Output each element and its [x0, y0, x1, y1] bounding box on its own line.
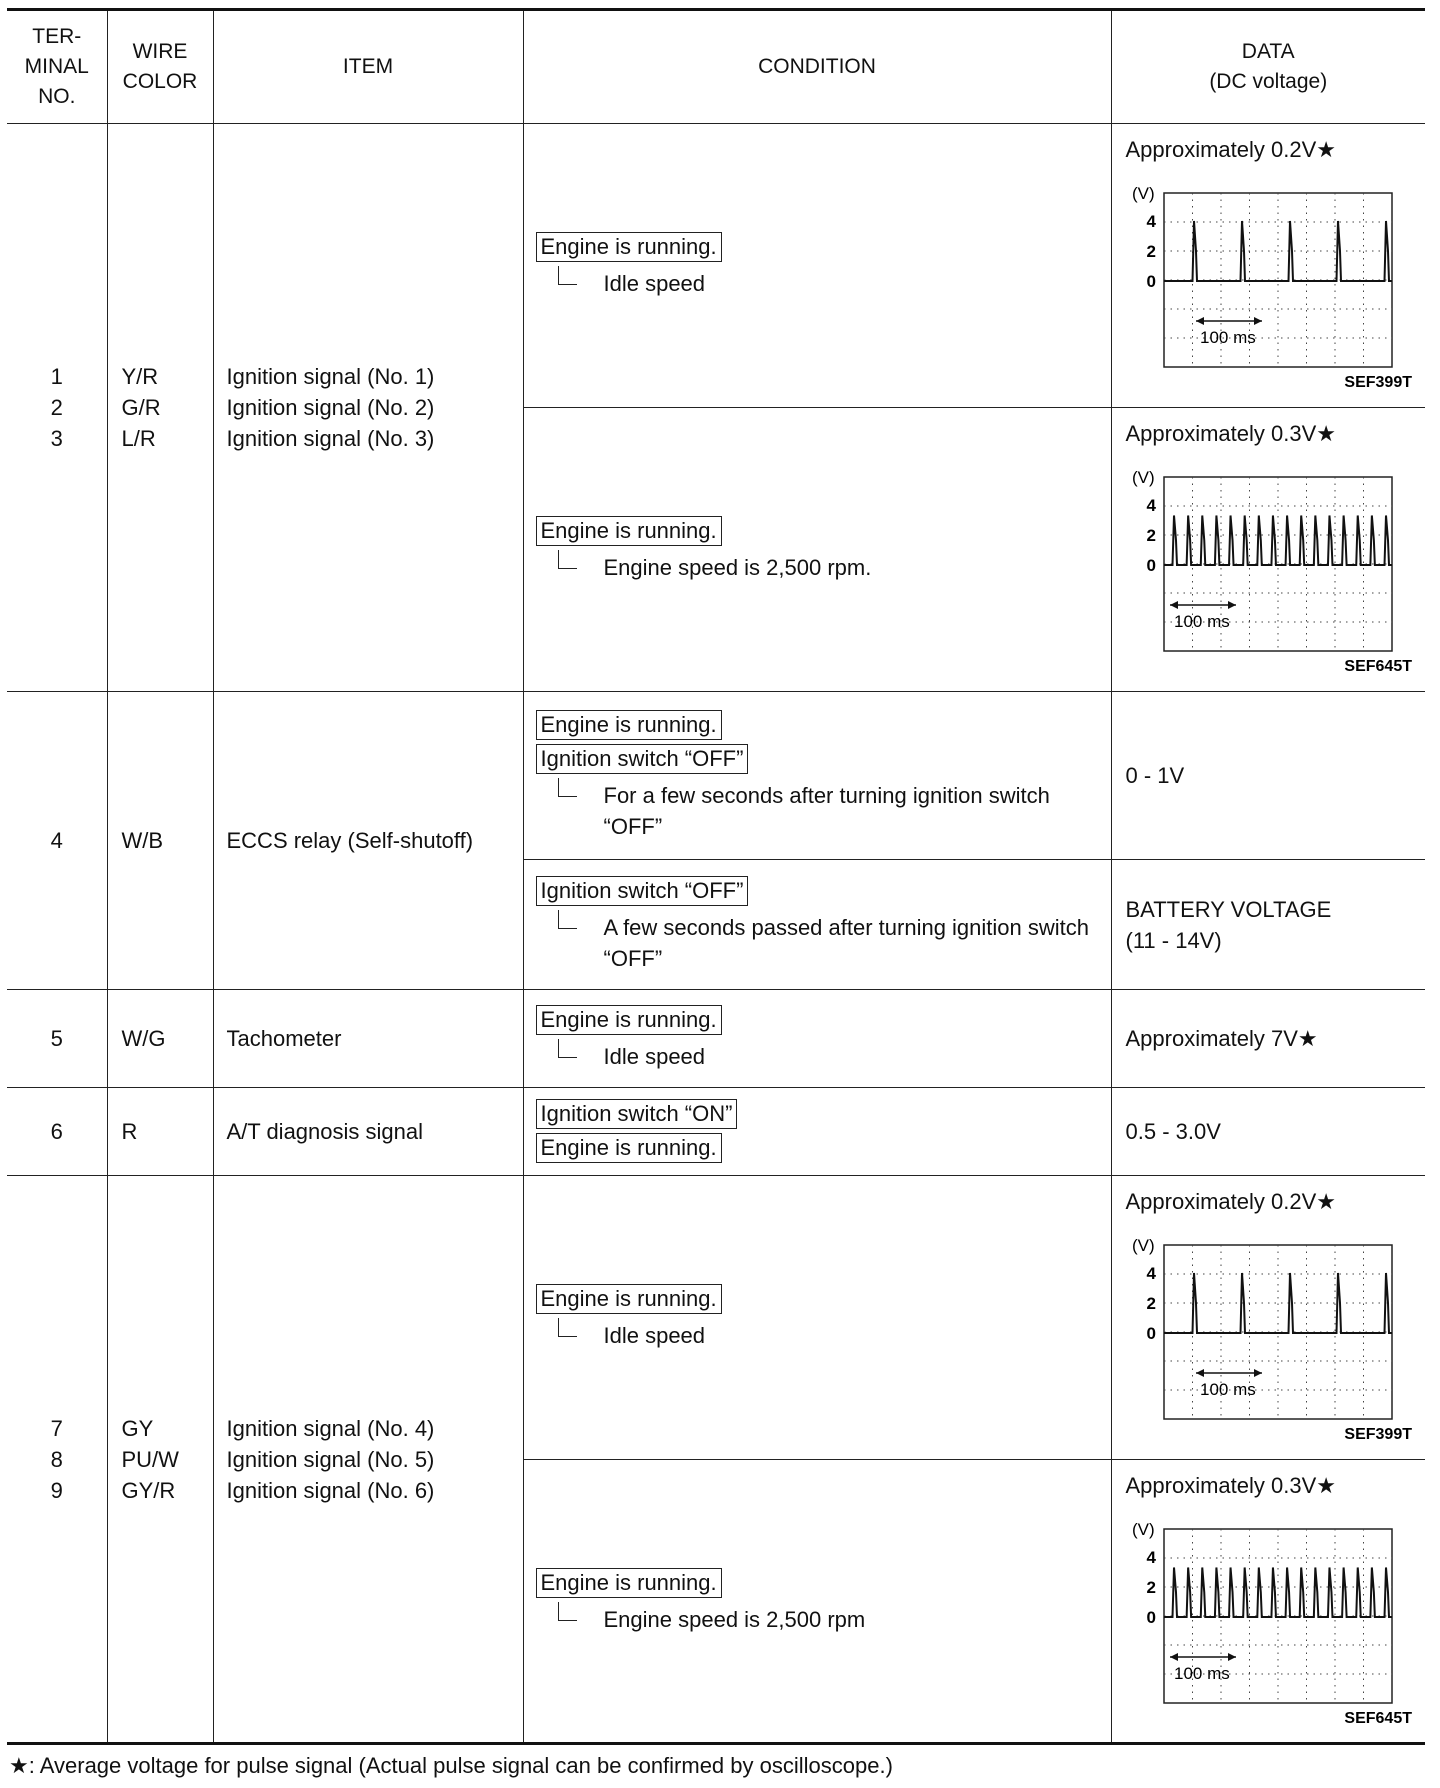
- terminal-number: 9: [50, 1477, 63, 1503]
- table-row: [7, 124, 1425, 408]
- y-axis-label: (V): [1131, 468, 1155, 487]
- condition-box: Engine is running.: [536, 1133, 722, 1163]
- header-terminal-line: TER-: [32, 25, 82, 48]
- condition-box: Ignition switch “ON”: [536, 1099, 738, 1129]
- y-tick-label: 0: [1146, 1608, 1156, 1627]
- condition-cell: [523, 124, 1111, 408]
- terminal-table-sheet: [7, 8, 1425, 1745]
- condition-box: Engine is running.: [536, 1005, 722, 1035]
- data-value: Approximately 0.2V★: [1125, 137, 1336, 162]
- header-terminal-line: NO.: [38, 85, 76, 108]
- condition-sub: Engine speed is 2,500 rpm: [536, 1604, 1101, 1635]
- y-tick-label: 0: [1146, 1324, 1156, 1343]
- item-cell: [213, 124, 523, 692]
- item-cell: A/T diagnosis signal: [213, 1088, 523, 1176]
- waveform-chart: [1126, 457, 1416, 677]
- y-axis-label: (V): [1131, 184, 1155, 203]
- data-value: Approximately 0.3V★: [1125, 1473, 1336, 1498]
- condition-box: Engine is running.: [536, 710, 722, 740]
- time-scale-label: 100 ms: [1173, 1664, 1230, 1683]
- condition-cell: [523, 692, 1111, 860]
- y-tick-label: 2: [1146, 1294, 1156, 1313]
- condition-box: Ignition switch “OFF”: [536, 744, 749, 774]
- ecm-terminal-table: [7, 8, 1425, 1745]
- terminal-number: 7: [50, 1415, 63, 1441]
- item-cell: [213, 1176, 523, 1744]
- header-wire-line: WIRE: [132, 40, 188, 63]
- wire-color: PU/W: [121, 1446, 179, 1472]
- condition-sub: Idle speed: [536, 268, 1101, 299]
- data-value: Approximately 0.3V★: [1125, 421, 1336, 446]
- y-tick-label: 2: [1146, 1578, 1156, 1597]
- header-terminal: [7, 10, 107, 124]
- condition-cell: [523, 990, 1111, 1088]
- y-tick-label: 0: [1146, 556, 1156, 575]
- header-wire: [107, 10, 213, 124]
- data-cell: 0 - 1V: [1111, 692, 1425, 860]
- wire-color: GY/R: [121, 1477, 176, 1503]
- wire-cell: W/G: [107, 990, 213, 1088]
- condition-sub: Idle speed: [536, 1041, 1101, 1072]
- y-axis-label: (V): [1131, 1236, 1155, 1255]
- data-cell: [1111, 860, 1425, 990]
- data-cell: Approximately 7V★: [1111, 990, 1425, 1088]
- condition-cell: [523, 1460, 1111, 1744]
- data-cell: [1111, 1460, 1425, 1744]
- y-tick-label: 4: [1146, 1548, 1156, 1567]
- time-scale-label: 100 ms: [1199, 1380, 1256, 1399]
- table-row: [7, 1176, 1425, 1460]
- data-cell: 0.5 - 3.0V: [1111, 1088, 1425, 1176]
- y-tick-label: 2: [1146, 242, 1156, 261]
- header-wire-line: COLOR: [122, 70, 198, 93]
- condition-box: Engine is running.: [536, 1284, 722, 1314]
- time-scale-label: 100 ms: [1173, 612, 1230, 631]
- condition-sub: Engine speed is 2,500 rpm.: [536, 552, 1101, 583]
- data-cell: [1111, 408, 1425, 692]
- wire-color: L/R: [121, 426, 156, 451]
- condition-box: Ignition switch “OFF”: [536, 876, 749, 906]
- waveform-chart: [1126, 1509, 1416, 1729]
- wire-color: GY: [121, 1415, 154, 1441]
- figure-code: SEF645T: [1343, 1710, 1412, 1727]
- condition-cell: [523, 1088, 1111, 1176]
- terminal-number: 2: [50, 395, 63, 420]
- condition-cell: [523, 408, 1111, 692]
- wire-color: Y/R: [121, 364, 159, 389]
- data-cell: [1111, 1176, 1425, 1460]
- time-scale-label: 100 ms: [1199, 328, 1256, 347]
- terminal-number: 3: [50, 426, 63, 451]
- data-value-line: (11 - 14V): [1125, 927, 1222, 953]
- condition-sub: A few seconds passed after turning ignition switch “OFF”: [536, 912, 1101, 974]
- y-axis-label: (V): [1131, 1520, 1155, 1539]
- condition-cell: [523, 1176, 1111, 1460]
- data-value-line: BATTERY VOLTAGE: [1125, 896, 1332, 922]
- terminal-number: 8: [50, 1446, 63, 1472]
- item-name: Ignition signal (No. 3): [226, 426, 435, 451]
- header-row: [7, 10, 1425, 124]
- wire-cell: [107, 124, 213, 692]
- waveform-chart: [1126, 1225, 1416, 1445]
- condition-sub: Idle speed: [536, 1320, 1101, 1351]
- header-terminal-line: MINAL: [24, 55, 89, 78]
- wire-cell: R: [107, 1088, 213, 1176]
- y-tick-label: 2: [1146, 526, 1156, 545]
- terminal-cell: 4: [7, 692, 107, 990]
- terminal-cell: [7, 124, 107, 692]
- item-name: Ignition signal (No. 2): [226, 395, 435, 420]
- item-cell: Tachometer: [213, 990, 523, 1088]
- figure-code: SEF645T: [1343, 658, 1412, 675]
- item-name: Ignition signal (No. 6): [226, 1477, 435, 1503]
- table-row: [7, 692, 1425, 860]
- item-name: Ignition signal (No. 1): [226, 364, 435, 389]
- condition-cell: [523, 860, 1111, 990]
- figure-code: SEF399T: [1343, 1426, 1412, 1443]
- table-row: [7, 1088, 1425, 1176]
- header-condition: CONDITION: [523, 10, 1111, 124]
- figure-code: SEF399T: [1343, 374, 1412, 391]
- wire-cell: [107, 1176, 213, 1744]
- condition-box: Engine is running.: [536, 516, 722, 546]
- item-name: Ignition signal (No. 4): [226, 1415, 435, 1441]
- header-data-line: DATA: [1241, 40, 1295, 63]
- condition-box: Engine is running.: [536, 232, 722, 262]
- terminal-number: 1: [50, 364, 63, 389]
- terminal-cell: [7, 1176, 107, 1744]
- table-row: [7, 990, 1425, 1088]
- waveform-chart: [1126, 173, 1416, 393]
- item-name: Ignition signal (No. 5): [226, 1446, 435, 1472]
- wire-color: G/R: [121, 395, 161, 420]
- condition-sub: For a few seconds after turning ignition switch “OFF”: [536, 780, 1101, 842]
- terminal-cell: 5: [7, 990, 107, 1088]
- terminal-cell: 6: [7, 1088, 107, 1176]
- data-cell: [1111, 124, 1425, 408]
- y-tick-label: 4: [1146, 496, 1156, 515]
- y-tick-label: 0: [1146, 272, 1156, 291]
- header-data-line: (DC voltage): [1209, 70, 1328, 93]
- footnote: ★: Average voltage for pulse signal (Actual pulse signal can be confirmed by oscilloscope.): [9, 1753, 893, 1778]
- item-cell: ECCS relay (Self-shutoff): [213, 692, 523, 990]
- wire-cell: W/B: [107, 692, 213, 990]
- y-tick-label: 4: [1146, 212, 1156, 231]
- header-data: [1111, 10, 1425, 124]
- condition-box: Engine is running.: [536, 1568, 722, 1598]
- header-item: ITEM: [213, 10, 523, 124]
- data-value: Approximately 0.2V★: [1125, 1189, 1336, 1214]
- y-tick-label: 4: [1146, 1264, 1156, 1283]
